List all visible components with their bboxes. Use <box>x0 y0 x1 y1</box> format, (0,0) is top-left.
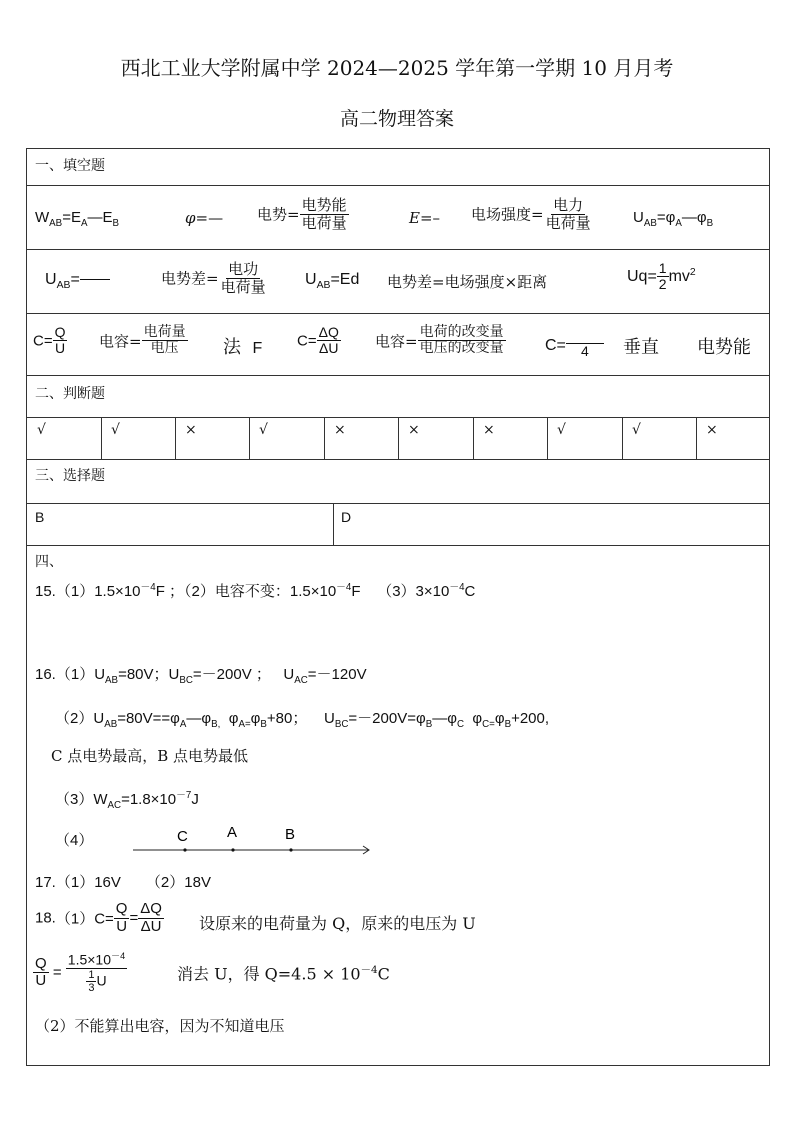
cell-divider <box>398 417 399 459</box>
page-title: 西北工业大学附属中学 2024—2025 学年第一学期 10 月月考 <box>120 56 674 80</box>
q16-line5: （4） <box>55 832 94 849</box>
formula-ued: $U_{AB}=Ed$ <box>305 271 360 292</box>
answer-sheet <box>26 148 770 1066</box>
judge-mark: × <box>334 422 346 438</box>
judge-mark: √ <box>37 422 46 438</box>
point-b-dot <box>289 848 292 851</box>
section-heading-calc: 四、 <box>35 554 63 570</box>
answer-vertical: 垂直 <box>623 337 659 358</box>
formula-potential-words: 电势= $\frac{\text{电势能}}{\text{电荷量}}$ <box>257 196 347 232</box>
q17-answer: 17.（1）16V （2）18V <box>35 874 211 891</box>
judge-mark: √ <box>111 422 120 438</box>
point-c-dot <box>183 848 186 851</box>
cell-divider <box>175 417 176 459</box>
formula-field: E=– <box>409 209 441 227</box>
q16-line3: C 点电势最高，B 点电势最低 <box>51 747 249 765</box>
point-a-label: A <box>227 824 238 841</box>
judge-mark: × <box>706 422 718 438</box>
row-divider <box>27 503 769 504</box>
point-c-label: C <box>177 828 188 845</box>
cell-divider <box>101 417 102 459</box>
section-heading-fill: 一、填空题 <box>35 158 105 174</box>
cell-divider <box>622 417 623 459</box>
q16-line1: $16.(1)U_{AB}=80V$；$U_{BC}=-200V$ ； $U_{AC}=-120V$ <box>35 666 367 686</box>
formula-capacitance-delta-words: 电容= $\frac{\text{电荷的改变量}}{\text{电压的改变量}}$ <box>375 324 504 357</box>
point-a-dot <box>231 848 234 851</box>
q18-line2: $\frac{Q}{U}$ = $1.5\times 10^{-4}$ $\frac{1}{3}$ U <box>35 951 126 995</box>
judge-mark: × <box>185 422 197 438</box>
row-divider <box>27 459 769 460</box>
formula-capacitance-words: 电容= $\frac{\text{电荷量}}{\text{电压}}$ <box>99 324 186 357</box>
unit-farad: 法 F <box>223 337 263 358</box>
answer-potential-energy: 电势能 <box>697 337 751 358</box>
q18-result: 消去 U，得 $Q=4.5 \times 10^{-4}C$ <box>177 964 390 984</box>
formula-energy: Uq= $\frac{1}{2}$ $mv^2$ <box>627 260 696 293</box>
cell-divider <box>333 503 334 545</box>
q16-line4: $(3)W_{AC}=1.8\times 10^{-7}J$ <box>55 790 199 811</box>
q18-assumption: 设原来的电荷量为 Q，原来的电压为 U <box>199 914 476 933</box>
q16-line2: $(2)U_{AB}=80V==\varphi_A—\varphi_{B,}$ $\varphi_{A=}\varphi_B+80$； $U_{BC}=-200V=\varphi_B—\varphi_C$ $\varphi_{C=}\varphi_B+200$, <box>55 710 550 730</box>
formula-potential: φ=— <box>185 209 224 227</box>
row-divider <box>27 545 769 546</box>
q18-line1: 18.（1）C= $\frac{Q}{U}$ = $\frac{\Delta Q}{\Delta U}$ <box>35 900 162 935</box>
q18-part2: （2）不能算出电容，因为不知道电压 <box>35 1017 285 1035</box>
formula-potential-diff-words: 电势差=电场强度×距离 <box>387 273 548 291</box>
formula-capacitance-parallel: C= 4 <box>545 333 604 359</box>
formula-voltage-blank: $U_{AB}=$ <box>45 271 110 291</box>
row-divider <box>27 249 769 250</box>
choice-answer: D <box>341 509 352 525</box>
judge-mark: √ <box>557 422 566 438</box>
potential-number-line <box>127 819 387 859</box>
point-b-label: B <box>285 826 296 843</box>
formula-capacitance-delta: C= $\frac{\Delta Q}{\Delta U}$ <box>297 324 339 357</box>
formula-potential-diff: 电势差= $\frac{\text{电功}}{\text{电荷量}}$ <box>161 260 266 296</box>
answer-blank <box>80 279 110 280</box>
q15-answer: $15.(1)1.5\times 10^{-4}F$ ；（2）电容不变：$1.5\times 10^{-4}F$ $(3)3\times 10^{-4}C$ <box>35 582 476 600</box>
cell-divider <box>324 417 325 459</box>
choice-answer: B <box>35 509 45 525</box>
cell-divider <box>249 417 250 459</box>
formula-voltage: $U_{AB}=\varphi_A—\varphi_B$ <box>633 209 714 229</box>
formula-work: $W_{AB}=E_A—E_B$ <box>35 209 119 229</box>
section-heading-choice: 三、选择题 <box>35 468 105 484</box>
cell-divider <box>696 417 697 459</box>
cell-divider <box>473 417 474 459</box>
page-subtitle: 高二物理答案 <box>339 108 454 130</box>
judge-mark: × <box>483 422 495 438</box>
formula-capacitance: C= $\frac{Q}{U}$ <box>33 324 66 357</box>
section-heading-judge: 二、判断题 <box>35 386 105 402</box>
cell-divider <box>547 417 548 459</box>
formula-field-words: 电场强度= $\frac{\text{电力}}{\text{电荷量}}$ <box>471 196 591 232</box>
judge-mark: √ <box>632 422 641 438</box>
judge-mark: √ <box>259 422 268 438</box>
row-divider <box>27 185 769 186</box>
row-divider <box>27 375 769 376</box>
judge-mark: × <box>408 422 420 438</box>
row-divider <box>27 313 769 314</box>
